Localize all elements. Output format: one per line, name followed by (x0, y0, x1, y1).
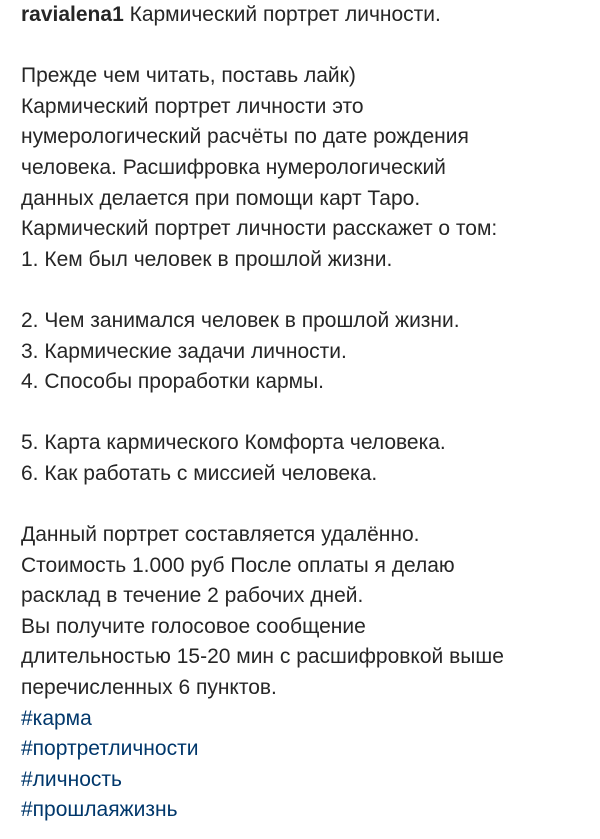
caption-line: расклад в течение 2 рабочих дней. (21, 584, 364, 608)
hashtag-link[interactable]: #карма (21, 706, 92, 730)
caption-list-item: 5. Карта кармического Комфорта человека. (21, 431, 446, 455)
caption-header (21, 0, 591, 31)
caption-line: Вы получите голосовое сообщение (21, 614, 366, 638)
hashtag-link[interactable]: #портретличности (21, 737, 199, 761)
caption-spacer (21, 31, 591, 62)
caption-spacer (21, 275, 591, 306)
caption-spacer (21, 490, 591, 521)
caption-line: Стоимость 1.000 руб После оплаты я делаю (21, 553, 455, 577)
caption-list-item: 4. Способы проработки кармы. (21, 370, 325, 394)
caption-line: Прежде чем читать, поставь лайк) (21, 64, 356, 88)
caption-line: длительностью 15-20 мин с расшифровкой выше (21, 645, 504, 669)
caption-line: данных делается при помощи карт Таро. (21, 186, 421, 210)
caption-line: Кармический портрет личности это (21, 94, 364, 118)
caption-line: Кармический портрет личности расскажет о том: (21, 217, 498, 241)
caption-list-item: 6. Как работать с миссией человека. (21, 461, 378, 485)
caption-line: Данный портрет составляется удалённо. (21, 523, 420, 547)
hashtag-link[interactable]: #прошлаяжизнь (21, 798, 178, 822)
caption-line: человека. Расшифровка нумерологический (21, 155, 446, 179)
caption-list-item: 3. Кармические задачи личности. (21, 339, 347, 363)
username-link[interactable]: ravialena1 (21, 3, 124, 26)
caption-line: перечисленных 6 пунктов. (21, 676, 277, 700)
caption-line: нумерологический расчёты по дате рождения (21, 125, 469, 149)
caption-title: Кармический портрет личности. (129, 3, 441, 26)
post-caption (21, 0, 591, 826)
caption-spacer (21, 398, 591, 429)
caption-list-item: 2. Чем занимался человек в прошлой жизни. (21, 308, 460, 332)
caption-list-item: 1. Кем был человек в прошлой жизни. (21, 247, 393, 271)
hashtag-link[interactable]: #личность (21, 767, 122, 791)
